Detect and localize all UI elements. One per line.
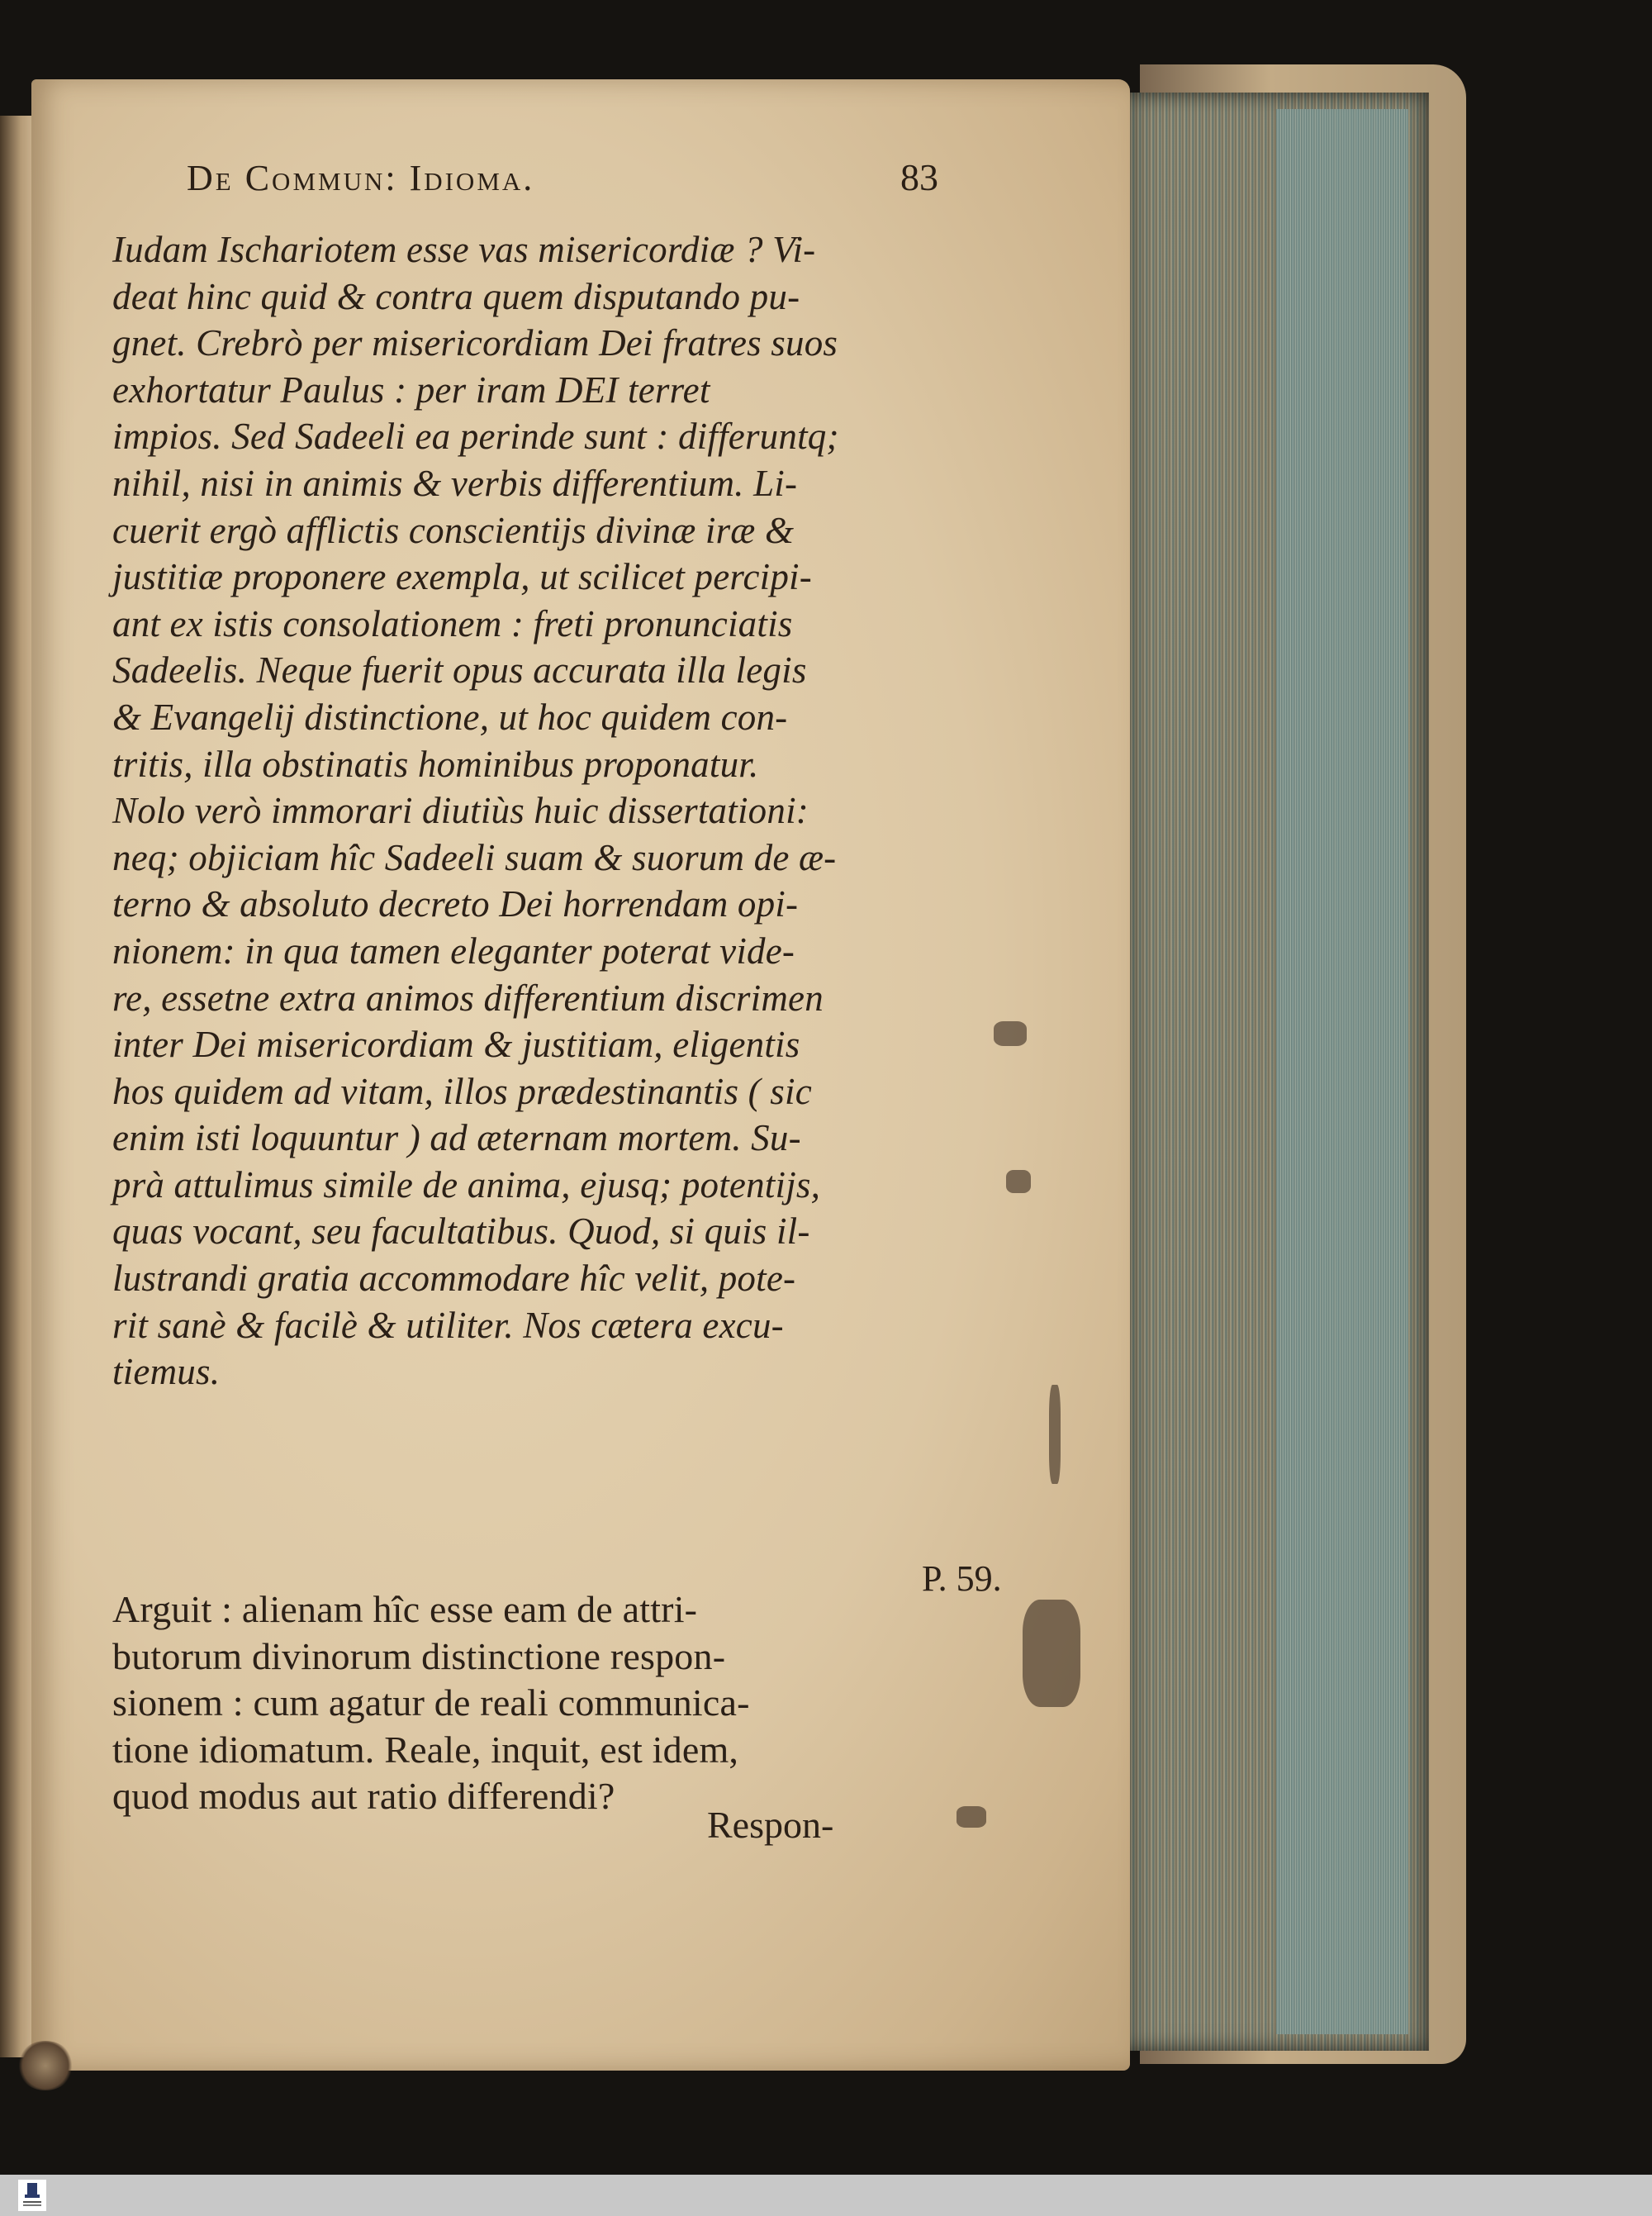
text-line: gnet. Crebrò per misericordiam Dei fratres suos (112, 322, 838, 364)
text-line: terno & absoluto decreto Dei horrendam opi- (112, 883, 799, 925)
running-head (71, 150, 938, 216)
text-line: prà attulimus simile de anima, ejusq; potentijs, (112, 1163, 821, 1205)
roman-text-lines (112, 1586, 938, 1820)
text-line: exhortatur Paulus : per iram DEI terret (112, 369, 710, 411)
page-number: 83 (900, 156, 938, 198)
ink-offset-mark (957, 1806, 986, 1828)
text-line: tiemus. (112, 1351, 221, 1393)
ink-offset-mark (994, 1021, 1027, 1046)
footer-bar (0, 2175, 1652, 2216)
text-line: justitiæ proponere exempla, ut scilicet percipi- (112, 556, 812, 598)
text-line: tione idiomatum. Reale, inquit, est idem, (112, 1728, 739, 1771)
page-edges (1115, 93, 1429, 2051)
text-line: quod modus aut ratio differendi? (112, 1775, 615, 1818)
text-line: butorum divinorum distinctione respon- (112, 1634, 726, 1677)
text-line: ant ex istis consolationem : freti pronunciatis (112, 602, 793, 644)
text-line: impios. Sed Sadeeli ea perinde sunt : differuntq; (112, 416, 839, 458)
ink-offset-mark (1006, 1170, 1031, 1193)
text-line: quas vocant, seu facultatibus. Quod, si quis il- (112, 1210, 810, 1253)
text-line: hos quidem ad vitam, illos prædestinantis ( sic (112, 1070, 812, 1112)
text-line: inter Dei misericordiam & justitiam, eligentis (112, 1024, 800, 1066)
text-line: nionem: in qua tamen eleganter poterat vide- (112, 930, 795, 972)
text-line: Sadeelis. Neque fuerit opus accurata illa legis (112, 649, 807, 692)
text-line: & Evangelij distinctione, ut hoc quidem con- (112, 696, 788, 738)
text-line: lustrandi gratia accommodare hîc velit, pote- (112, 1258, 796, 1300)
library-logo-icon (18, 2180, 46, 2211)
text-line: tritis, illa obstinatis hominibus proponatur. (112, 743, 759, 785)
text-line: rit sanè & facilè & utiliter. Nos cætera excu- (112, 1304, 784, 1346)
text-line: nihil, nisi in animis & verbis differentium. Li- (112, 462, 798, 504)
marginal-note: P. 59. (922, 1558, 1002, 1599)
text-line: re, essetne extra animos differentium discrimen (112, 977, 824, 1019)
text-line: cuerit ergò afflictis conscientijs divinæ iræ & (112, 509, 795, 551)
ink-offset-mark (1023, 1600, 1080, 1707)
book-page (31, 79, 1130, 2071)
text-line: Arguit : alienam hîc esse eam de attri- (112, 1588, 698, 1630)
text-line: Iudam Ischariotem esse vas misericordiæ ? Vi- (112, 229, 816, 270)
text-line: deat hinc quid & contra quem disputando pu- (112, 275, 800, 317)
text-line: sionem : cum agatur de reali communica- (112, 1681, 750, 1724)
text-line: enim isti loquuntur ) ad æternam mortem. Su- (112, 1117, 801, 1159)
text-line: Nolo verò immorari diutiùs huic dissertationi: (112, 790, 809, 832)
previous-page-edge (0, 116, 35, 2057)
catchword: Respon- (707, 1804, 834, 1846)
ink-offset-mark (1049, 1385, 1061, 1484)
text-line: neq; objiciam hîc Sadeeli suam & suorum de æ- (112, 836, 837, 878)
running-title: De Commun: Idioma. (187, 158, 535, 198)
paper-stain (17, 2041, 74, 2090)
page-edges-colored (1276, 109, 1408, 2034)
italic-text-lines (112, 226, 938, 1396)
